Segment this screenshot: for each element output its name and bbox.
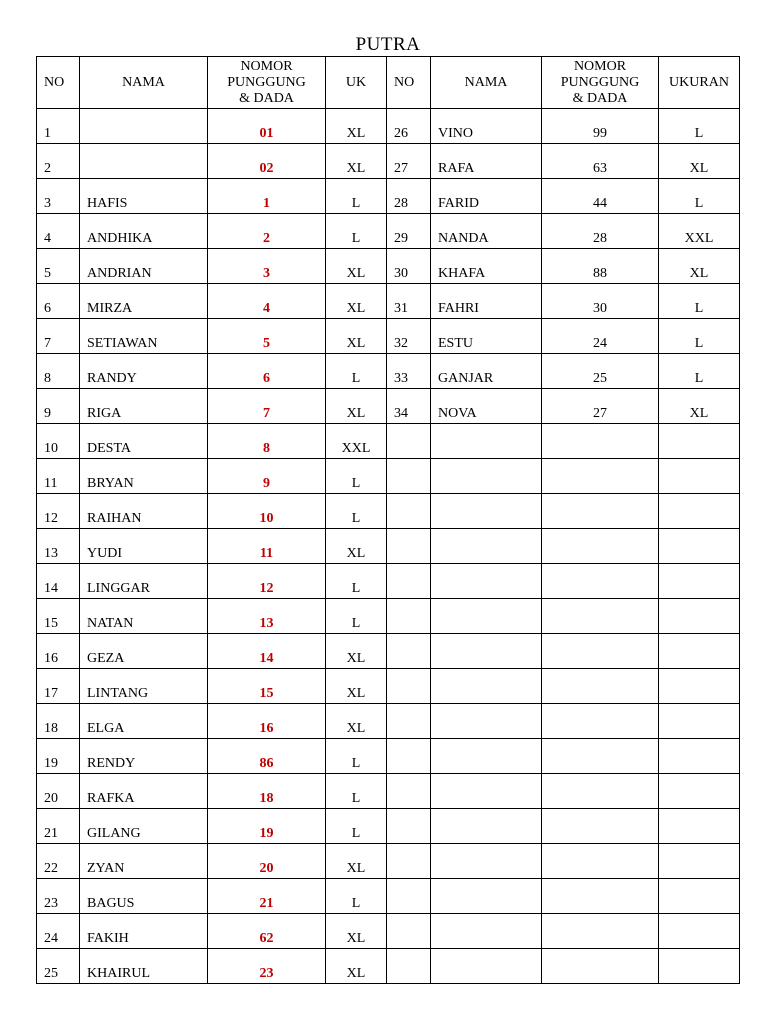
cell-uk: L <box>326 354 387 389</box>
cell-nama: RIGA <box>80 389 208 424</box>
cell-nomor-2 <box>542 914 659 949</box>
cell-no-2: 32 <box>387 319 431 354</box>
cell-nomor: 19 <box>208 809 326 844</box>
cell-nomor: 11 <box>208 529 326 564</box>
cell-no: 20 <box>37 774 80 809</box>
cell-uk: XL <box>326 634 387 669</box>
cell-nomor: 8 <box>208 424 326 459</box>
table-row <box>37 109 740 144</box>
cell-no-2 <box>387 879 431 914</box>
cell-no: 21 <box>37 809 80 844</box>
cell-nama-2 <box>431 634 542 669</box>
header-nomor-line2: PUNGGUNG <box>227 74 306 90</box>
cell-nama-2 <box>431 669 542 704</box>
header-row <box>37 57 740 109</box>
table-row <box>37 599 740 634</box>
cell-nomor: 86 <box>208 739 326 774</box>
table-row <box>37 424 740 459</box>
table-row <box>37 809 740 844</box>
cell-ukuran: L <box>659 354 740 389</box>
cell-nomor-2 <box>542 879 659 914</box>
cell-nama-2: NANDA <box>431 214 542 249</box>
cell-nama-2: VINO <box>431 109 542 144</box>
cell-uk: XXL <box>326 424 387 459</box>
cell-nama: KHAIRUL <box>80 949 208 984</box>
cell-nomor-2 <box>542 494 659 529</box>
cell-no-2 <box>387 529 431 564</box>
cell-nama: RENDY <box>80 739 208 774</box>
cell-nomor-2 <box>542 424 659 459</box>
cell-nomor-2: 27 <box>542 389 659 424</box>
cell-nama: FAKIH <box>80 914 208 949</box>
cell-no: 4 <box>37 214 80 249</box>
cell-no-2 <box>387 564 431 599</box>
table-row <box>37 179 740 214</box>
cell-nama <box>80 109 208 144</box>
table-row <box>37 144 740 179</box>
cell-nama: BRYAN <box>80 459 208 494</box>
cell-uk: L <box>326 774 387 809</box>
cell-no-2 <box>387 704 431 739</box>
cell-nomor-2 <box>542 669 659 704</box>
cell-nama-2 <box>431 529 542 564</box>
table-row <box>37 949 740 984</box>
cell-uk: XL <box>326 249 387 284</box>
cell-nama-2 <box>431 459 542 494</box>
cell-nama-2: ESTU <box>431 319 542 354</box>
cell-no-2 <box>387 669 431 704</box>
cell-uk: XL <box>326 144 387 179</box>
cell-nomor: 14 <box>208 634 326 669</box>
cell-nama: NATAN <box>80 599 208 634</box>
header-nomor-line3: & DADA <box>239 90 294 106</box>
cell-no-2 <box>387 949 431 984</box>
cell-ukuran: XL <box>659 249 740 284</box>
cell-nomor: 16 <box>208 704 326 739</box>
cell-ukuran <box>659 494 740 529</box>
cell-no: 23 <box>37 879 80 914</box>
cell-nama-2: RAFA <box>431 144 542 179</box>
cell-nomor: 21 <box>208 879 326 914</box>
cell-no: 15 <box>37 599 80 634</box>
roster-body <box>37 109 740 984</box>
cell-uk: XL <box>326 284 387 319</box>
cell-no-2 <box>387 844 431 879</box>
cell-nomor-2: 63 <box>542 144 659 179</box>
cell-no-2 <box>387 634 431 669</box>
page-title: PUTRA <box>355 34 421 55</box>
cell-no: 25 <box>37 949 80 984</box>
cell-no-2 <box>387 739 431 774</box>
cell-nama-2: KHAFA <box>431 249 542 284</box>
cell-nama-2: GANJAR <box>431 354 542 389</box>
cell-nomor-2 <box>542 809 659 844</box>
header-nomor2-line2: PUNGGUNG <box>560 74 640 90</box>
cell-no-2: 31 <box>387 284 431 319</box>
cell-ukuran <box>659 564 740 599</box>
cell-no: 7 <box>37 319 80 354</box>
cell-nomor-2: 30 <box>542 284 659 319</box>
cell-nomor-2: 44 <box>542 179 659 214</box>
cell-uk: L <box>326 809 387 844</box>
cell-no: 19 <box>37 739 80 774</box>
table-row <box>37 284 740 319</box>
cell-nama: ZYAN <box>80 844 208 879</box>
header-nama-2: NAMA <box>431 57 542 109</box>
cell-nomor: 18 <box>208 774 326 809</box>
cell-nomor: 9 <box>208 459 326 494</box>
cell-ukuran <box>659 669 740 704</box>
table-row <box>37 319 740 354</box>
table-row <box>37 529 740 564</box>
cell-ukuran <box>659 809 740 844</box>
table-row <box>37 564 740 599</box>
cell-ukuran <box>659 704 740 739</box>
cell-ukuran: L <box>659 109 740 144</box>
cell-no: 16 <box>37 634 80 669</box>
table-row <box>37 844 740 879</box>
header-nomor-line1: NOMOR <box>240 58 293 74</box>
cell-no: 10 <box>37 424 80 459</box>
cell-uk: XL <box>326 669 387 704</box>
cell-nomor: 1 <box>208 179 326 214</box>
cell-nama-2 <box>431 844 542 879</box>
cell-uk: L <box>326 599 387 634</box>
cell-ukuran <box>659 949 740 984</box>
cell-nomor: 62 <box>208 914 326 949</box>
cell-ukuran <box>659 459 740 494</box>
table-row <box>37 704 740 739</box>
cell-nama: LINGGAR <box>80 564 208 599</box>
cell-nama-2 <box>431 564 542 599</box>
cell-nomor: 01 <box>208 109 326 144</box>
cell-nomor: 10 <box>208 494 326 529</box>
cell-no-2: 26 <box>387 109 431 144</box>
cell-nama: BAGUS <box>80 879 208 914</box>
cell-nama: GILANG <box>80 809 208 844</box>
cell-nomor-2: 25 <box>542 354 659 389</box>
cell-nomor-2 <box>542 774 659 809</box>
cell-nomor: 02 <box>208 144 326 179</box>
cell-ukuran: L <box>659 284 740 319</box>
cell-no: 24 <box>37 914 80 949</box>
cell-nama: ANDHIKA <box>80 214 208 249</box>
cell-nama: HAFIS <box>80 179 208 214</box>
cell-ukuran <box>659 844 740 879</box>
roster-table <box>36 56 740 984</box>
cell-no: 17 <box>37 669 80 704</box>
cell-nama-2: FARID <box>431 179 542 214</box>
header-no: NO <box>37 57 80 109</box>
cell-nama-2 <box>431 599 542 634</box>
cell-nama-2 <box>431 914 542 949</box>
cell-nama-2 <box>431 809 542 844</box>
cell-nomor: 15 <box>208 669 326 704</box>
table-row <box>37 459 740 494</box>
cell-no-2: 27 <box>387 144 431 179</box>
cell-no-2: 33 <box>387 354 431 389</box>
table-row <box>37 914 740 949</box>
cell-nama: LINTANG <box>80 669 208 704</box>
cell-nomor-2 <box>542 459 659 494</box>
cell-nomor-2: 99 <box>542 109 659 144</box>
cell-uk: L <box>326 564 387 599</box>
cell-uk: L <box>326 739 387 774</box>
cell-nomor: 5 <box>208 319 326 354</box>
cell-ukuran <box>659 529 740 564</box>
cell-no-2 <box>387 774 431 809</box>
cell-no-2 <box>387 459 431 494</box>
cell-no: 6 <box>37 284 80 319</box>
cell-ukuran: XXL <box>659 214 740 249</box>
table-row <box>37 774 740 809</box>
cell-no-2: 29 <box>387 214 431 249</box>
cell-nama: MIRZA <box>80 284 208 319</box>
cell-ukuran <box>659 634 740 669</box>
cell-uk: XL <box>326 914 387 949</box>
cell-no: 5 <box>37 249 80 284</box>
cell-no: 12 <box>37 494 80 529</box>
cell-nomor: 2 <box>208 214 326 249</box>
cell-no-2: 34 <box>387 389 431 424</box>
cell-nama-2 <box>431 424 542 459</box>
cell-no: 13 <box>37 529 80 564</box>
cell-ukuran <box>659 914 740 949</box>
cell-ukuran <box>659 879 740 914</box>
cell-no: 3 <box>37 179 80 214</box>
cell-nama <box>80 144 208 179</box>
cell-uk: L <box>326 879 387 914</box>
cell-nama-2 <box>431 949 542 984</box>
table-row <box>37 249 740 284</box>
cell-nama: DESTA <box>80 424 208 459</box>
cell-nomor-2 <box>542 844 659 879</box>
cell-no-2: 28 <box>387 179 431 214</box>
cell-nama: YUDI <box>80 529 208 564</box>
cell-no: 11 <box>37 459 80 494</box>
cell-nama: RAIHAN <box>80 494 208 529</box>
table-row <box>37 494 740 529</box>
cell-nama: RAFKA <box>80 774 208 809</box>
cell-nama-2: FAHRI <box>431 284 542 319</box>
cell-nomor: 6 <box>208 354 326 389</box>
cell-nama-2 <box>431 739 542 774</box>
cell-no-2 <box>387 914 431 949</box>
cell-uk: XL <box>326 704 387 739</box>
cell-nama-2: NOVA <box>431 389 542 424</box>
cell-uk: L <box>326 179 387 214</box>
cell-ukuran: XL <box>659 144 740 179</box>
cell-nomor: 7 <box>208 389 326 424</box>
cell-nomor-2 <box>542 529 659 564</box>
cell-no: 22 <box>37 844 80 879</box>
cell-nama: ANDRIAN <box>80 249 208 284</box>
cell-ukuran: L <box>659 319 740 354</box>
table-row <box>37 879 740 914</box>
cell-nomor-2: 88 <box>542 249 659 284</box>
cell-uk: L <box>326 459 387 494</box>
cell-uk: XL <box>326 949 387 984</box>
header-nomor2-line3: & DADA <box>572 90 628 106</box>
cell-nomor: 20 <box>208 844 326 879</box>
header-nama: NAMA <box>80 57 208 109</box>
cell-no-2: 30 <box>387 249 431 284</box>
cell-uk: XL <box>326 844 387 879</box>
header-uk: UK <box>326 57 387 109</box>
header-nomor <box>208 57 326 109</box>
cell-no: 1 <box>37 109 80 144</box>
cell-ukuran <box>659 424 740 459</box>
cell-no: 18 <box>37 704 80 739</box>
cell-uk: L <box>326 494 387 529</box>
cell-nomor-2 <box>542 599 659 634</box>
cell-nomor: 13 <box>208 599 326 634</box>
table-row <box>37 214 740 249</box>
cell-nomor-2 <box>542 634 659 669</box>
cell-no: 2 <box>37 144 80 179</box>
cell-ukuran <box>659 739 740 774</box>
cell-nomor-2: 24 <box>542 319 659 354</box>
cell-no-2 <box>387 494 431 529</box>
cell-nomor-2 <box>542 704 659 739</box>
cell-nomor: 3 <box>208 249 326 284</box>
header-nomor2-line1: NOMOR <box>573 58 627 74</box>
header-nomor-2 <box>542 57 659 109</box>
cell-ukuran: XL <box>659 389 740 424</box>
cell-nama-2 <box>431 879 542 914</box>
cell-no: 9 <box>37 389 80 424</box>
cell-nomor-2 <box>542 564 659 599</box>
cell-uk: XL <box>326 529 387 564</box>
cell-nama-2 <box>431 704 542 739</box>
cell-nomor-2 <box>542 949 659 984</box>
cell-nama: SETIAWAN <box>80 319 208 354</box>
cell-no: 8 <box>37 354 80 389</box>
cell-nama: RANDY <box>80 354 208 389</box>
table-row <box>37 354 740 389</box>
cell-nama-2 <box>431 774 542 809</box>
cell-no-2 <box>387 424 431 459</box>
cell-ukuran <box>659 774 740 809</box>
table-row <box>37 389 740 424</box>
table-row <box>37 634 740 669</box>
table-row <box>37 669 740 704</box>
header-ukuran: UKURAN <box>659 57 740 109</box>
cell-nomor: 12 <box>208 564 326 599</box>
cell-uk: XL <box>326 319 387 354</box>
header-no-2: NO <box>387 57 431 109</box>
cell-nama: ELGA <box>80 704 208 739</box>
cell-ukuran <box>659 599 740 634</box>
cell-nomor: 23 <box>208 949 326 984</box>
cell-no: 14 <box>37 564 80 599</box>
cell-nama-2 <box>431 494 542 529</box>
cell-nomor-2: 28 <box>542 214 659 249</box>
cell-uk: XL <box>326 109 387 144</box>
cell-nomor: 4 <box>208 284 326 319</box>
cell-ukuran: L <box>659 179 740 214</box>
cell-nomor-2 <box>542 739 659 774</box>
cell-uk: XL <box>326 389 387 424</box>
cell-no-2 <box>387 599 431 634</box>
cell-nama: GEZA <box>80 634 208 669</box>
table-row <box>37 739 740 774</box>
cell-no-2 <box>387 809 431 844</box>
cell-uk: L <box>326 214 387 249</box>
